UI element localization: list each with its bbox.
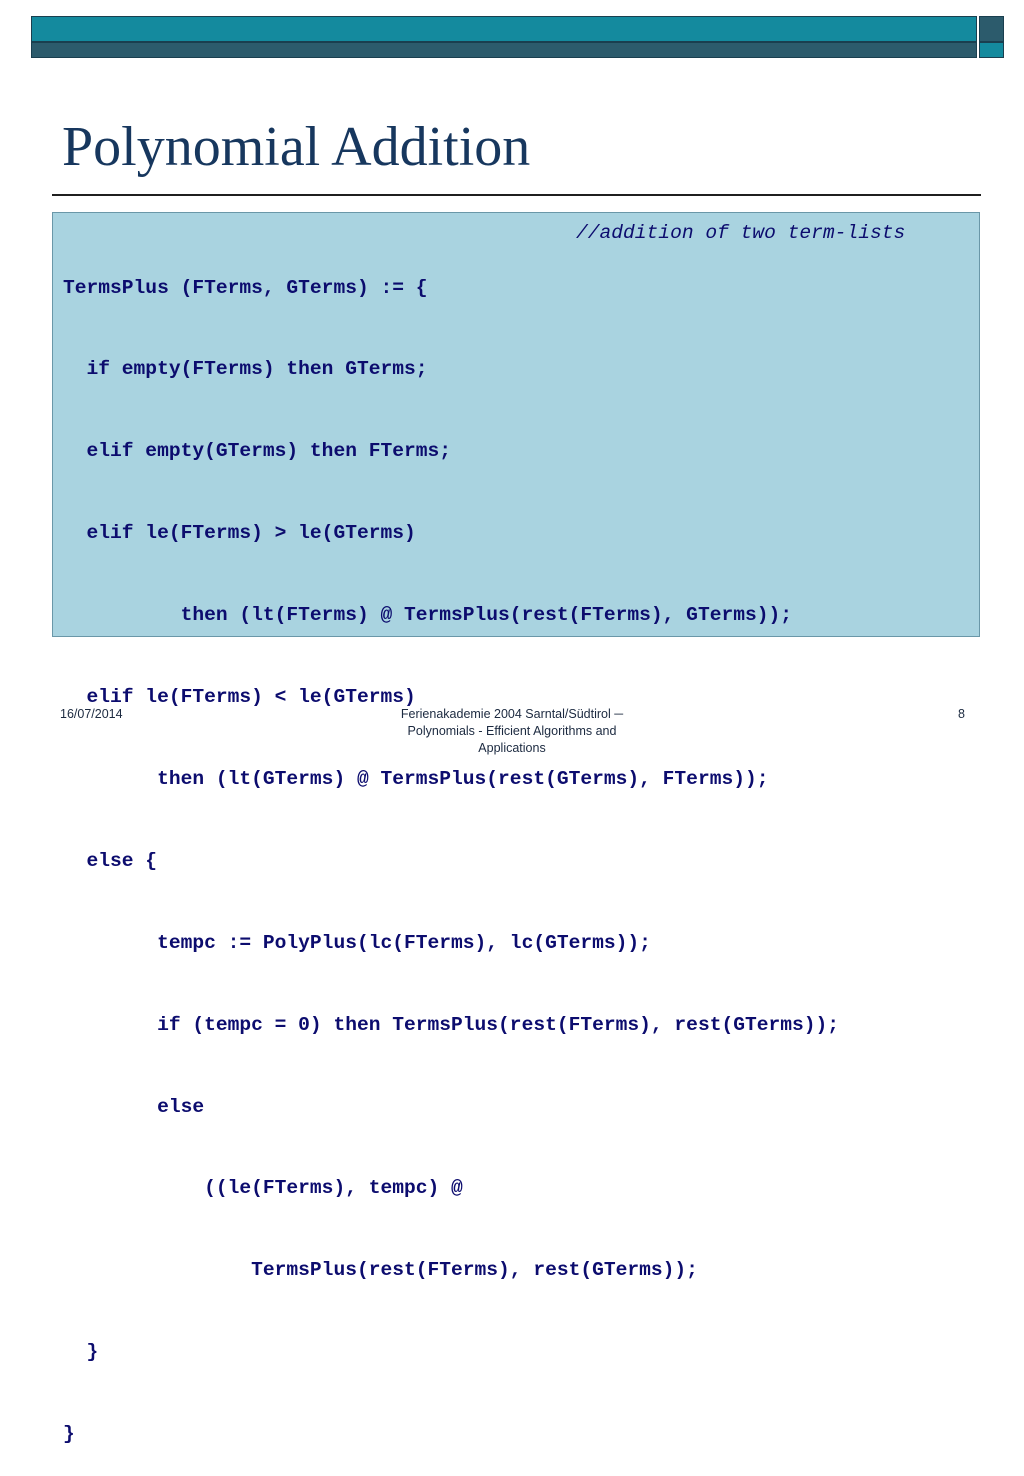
- footer-title-line: Ferienakademie 2004 Sarntal/Südtirol ─: [400, 707, 624, 721]
- code-line: TermsPlus (FTerms, GTerms) := {: [63, 276, 428, 299]
- top-banner-bar: [31, 16, 977, 42]
- code-line: if (tempc = 0) then TermsPlus(rest(FTerms), rest(GTerms));: [63, 1013, 840, 1036]
- code-comment: //addition of two term-lists: [576, 222, 906, 244]
- code-line: else: [63, 1095, 205, 1118]
- code-line: }: [63, 1423, 75, 1446]
- code-line: elif empty(GTerms) then FTerms;: [63, 440, 452, 463]
- code-line: }: [63, 1341, 99, 1364]
- code-line: elif le(FTerms) > le(GTerms): [63, 522, 416, 545]
- footer-title-line: Polynomials - Efficient Algorithms and: [407, 724, 617, 738]
- footer-title-line: Applications: [478, 741, 546, 755]
- code-line: TermsPlus(rest(FTerms), rest(GTerms));: [63, 1259, 698, 1282]
- code-line: if empty(FTerms) then GTerms;: [63, 358, 428, 381]
- footer-title: [362, 706, 662, 757]
- slide-title: Polynomial Addition: [62, 116, 531, 178]
- top-banner-square-lower: [979, 42, 1004, 58]
- footer-date: 16/07/2014: [60, 707, 123, 721]
- top-banner-square: [979, 16, 1004, 42]
- code-line: elif le(FTerms) < le(GTerms): [63, 686, 416, 709]
- code-line: ((le(FTerms), tempc) @: [63, 1177, 463, 1200]
- page-number: 8: [958, 707, 965, 721]
- top-banner-bar-thin: [31, 42, 977, 58]
- code-line: then (lt(FTerms) @ TermsPlus(rest(FTerms), GTerms));: [63, 604, 793, 627]
- code-line: then (lt(GTerms) @ TermsPlus(rest(GTerms), FTerms));: [63, 767, 769, 790]
- code-line: tempc := PolyPlus(lc(FTerms), lc(GTerms));: [63, 931, 651, 954]
- title-divider: [52, 194, 981, 196]
- code-block: [63, 220, 839, 1476]
- code-line: else {: [63, 849, 158, 872]
